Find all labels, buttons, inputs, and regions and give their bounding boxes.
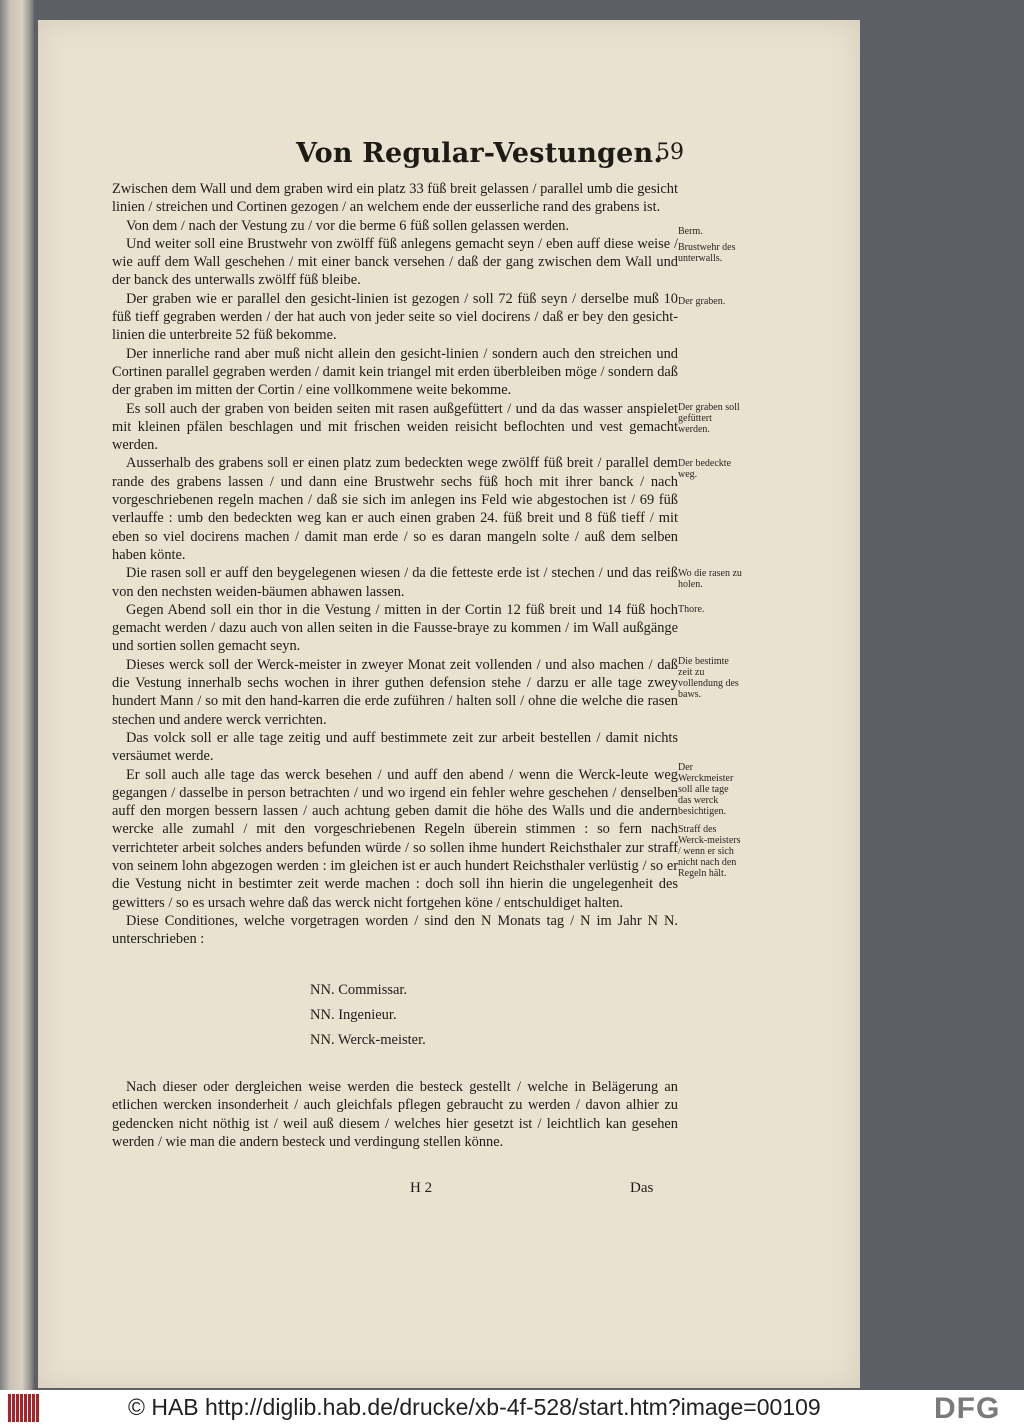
margin-note: Brustwehr des unterwalls. — [678, 242, 736, 264]
signature-line: NN. Ingenieur. — [310, 1007, 397, 1023]
paragraph: Das volck soll er alle tage zeitig und auff bestimmete zeit zur arbeit bestellen / damit nichts versäumet werde. — [112, 729, 678, 765]
footer-copyright-link[interactable]: © HAB http://diglib.hab.de/drucke/xb-4f-528/start.htm?image=00109 — [128, 1394, 821, 1420]
paragraph: Ausserhalb des grabens soll er einen platz zum bedeckten wege zwölff füß breit / parallel dem rande des grabens lassen / und dann eine Brustwehr sechs füß hoch mit ihrer banck / nach vorgeschriebenen regeln machen / daß sie sich im anlegen ins Feld wie abgestochen ist / 69 füß verlauffe : umb den bedeckten weg kan er auch einen graben 24. füß breit und 8 füß tieff / mit eben so viel docirens machen / damit man erde / so es daran mangeln solte / auß dem selben haben könte. — [112, 455, 678, 563]
paragraph: Gegen Abend soll ein thor in die Vestung / mitten in der Cortin 12 füß breit und 14 füß hoch gemacht werden / dazu auch von allen seiten in die Fausse-braye zu kommen / im Wall außgänge und sortien sollen gemacht seyn. — [112, 601, 678, 655]
margin-note: Berm. — [678, 226, 703, 237]
paragraph: Er soll auch alle tage das werck besehen / und auff den abend / wenn die Werck-leute weg gegangen / dasselbe in person betrachten / und wo irgend ein fehler wehre geschehen / denselben auff den morgen bessern lassen / auch achtung geben damit die höhe des Walls und die andern wercke alle zumahl / mit den vorgeschriebenen Regeln überein stimmen : so fern nach verrichteter arbeit solches anders befunden würde / so sollen ihme hundert Reichsthaler zur straff von seinem lohn abgezogen werden : im gleichen ist er auch hundert Reichsthaler verlüstig / so er die Vestung nicht in bestimter zeit werde machen : doch soll ihn hierin die ungelegenheit des gewitters / so es ursach wehre daß das werck nicht fortgehen köne / entschuldiget halten. — [112, 766, 678, 911]
paragraph: Nach dieser oder dergleichen weise werden die besteck gestellt / welche in Belägerung an etlichen wercken insonderheit / auch gleichfals pflegen gebraucht zu werden / davon alhier zu gedencken nicht nöthig ist / weil auß diesem / welches hier gesetzt ist / leichtlich kan gesehen werden / wie man die andern besteck und verdingung stellen könne. — [112, 1079, 678, 1150]
paragraph: Diese Conditiones, welche vorgetragen worden / sind den N Monats tag / N im Jahr N N. unterschrieben : — [112, 912, 678, 948]
running-header — [38, 138, 860, 178]
margin-note: Wo die rasen zu holen. — [678, 568, 742, 590]
signature-line: NN. Werck-meister. — [310, 1032, 426, 1048]
margin-note: Thore. — [678, 604, 705, 615]
footer-bar — [0, 1390, 1024, 1426]
signature-line: NN. Commissar. — [310, 982, 408, 998]
catchword: Das — [630, 1180, 654, 1196]
margin-note: Die bestimte zeit zu vollendung des baws. — [678, 656, 739, 700]
paragraph: Von dem / nach der Vestung zu / vor die berme 6 füß sollen gelassen werden. — [126, 217, 570, 234]
margin-note: Der Werckmeister soll alle tage das werck besichtigen. — [678, 762, 734, 817]
dfg-logo: DFG — [934, 1392, 1001, 1425]
paragraph: Dieses werck soll der Werck-meister in zweyer Monat zeit vollenden / und also machen / daß die Vestung innerhalb sechs wochen in ihrer guthen defension stehe / darzu er alle tage zwey hundert Mann / so mit den hand-karren die erde zuführen / halten soll / ohne die welche die rasen stechen und andere werck verrichten. — [112, 656, 678, 728]
page-title: Von Regular-Vestungen. — [296, 138, 663, 169]
facing-page-edge — [0, 0, 34, 1390]
paragraph: Der graben wie er parallel den gesicht-linien ist gezogen / soll 72 füß seyn / derselbe muß 10 füß tieff gegraben werden / der hat auch von jeder seite so viel docirens / daß er bey den gesicht-linien die unterbreite 52 füß bekomme. — [112, 290, 678, 344]
paragraph: Die rasen soll er auff den beygelegenen wiesen / da die fetteste erde ist / stechen / und das reiß von den nechsten weiden-bäumen abhawen lassen. — [112, 565, 678, 600]
margin-note: Der graben. — [678, 296, 726, 307]
margin-note: Straff des Werck-meisters / wenn er sich nicht nach den Regeln hält. — [678, 824, 741, 879]
paragraph: Und weiter soll eine Brustwehr von zwölff füß anlegens gemacht seyn / eben auff diese weise / wie auff dem Wall geschehen / mit einer banck versehen / daß der gang zwischen dem Wall und der banck des unterwalls zwölff füß bleibe. — [112, 235, 678, 289]
main-text — [112, 180, 678, 948]
page-number: 59 — [656, 140, 684, 165]
printer-signature-mark: H 2 — [410, 1180, 433, 1196]
margin-note: Der graben soll gefüttert werden. — [678, 402, 740, 435]
book-page — [38, 20, 860, 1388]
library-logo-icon — [8, 1394, 42, 1422]
margin-note: Der bedeckte weg. — [678, 458, 732, 480]
paragraph: Der innerliche rand aber muß nicht allein den gesicht-linien / sondern auch den streichen und Cortinen parallel gegraben werden / damit kein triangel mit erden überbleiben möge / sondern daß der graben im mitten der Cortin / eine vollkommene weite bekomme. — [112, 345, 678, 399]
signature-block — [310, 978, 426, 1053]
closing-text — [112, 1078, 678, 1151]
paragraph: Es soll auch der graben von beiden seiten mit rasen außgefüttert / und da das wasser anspielet mit kleinen pfälen beschlagen und mit frischen weiden reisicht beflochten und vest gemacht werden. — [112, 400, 678, 454]
paragraph: Zwischen dem Wall und dem graben wird ein platz 33 füß breit gelassen / parallel umb die gesicht linien / streichen und Cortinen gezogen / an welchem ende der eusserliche rand des grabens ist. — [112, 181, 678, 216]
